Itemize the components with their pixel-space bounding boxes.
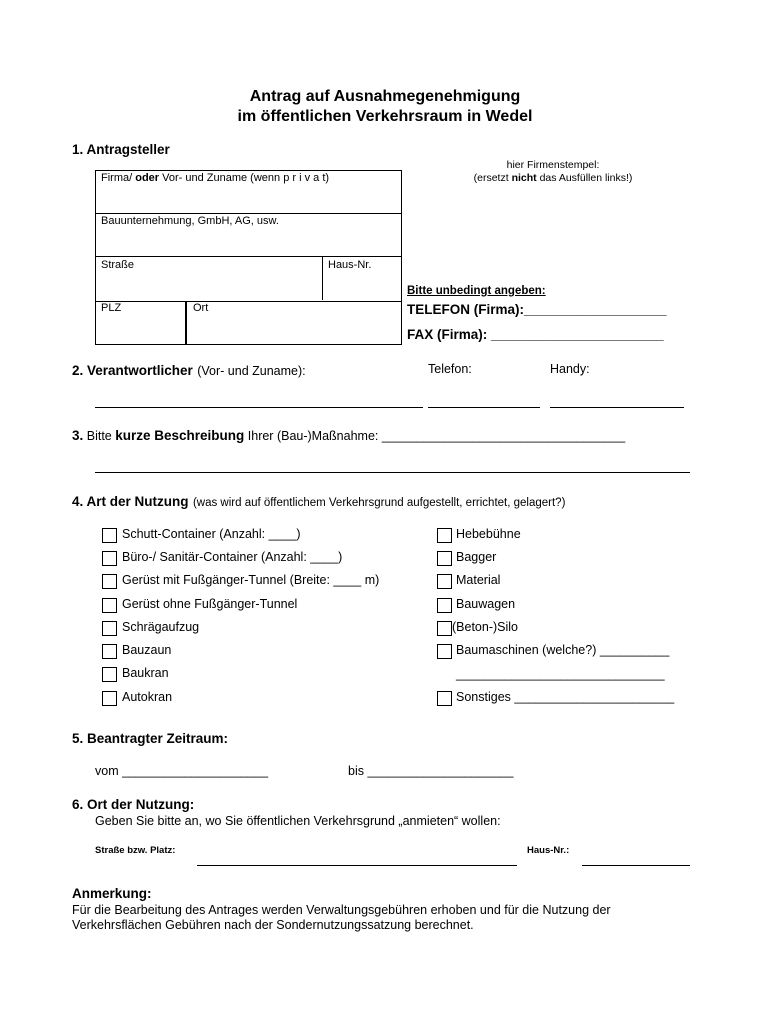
checkbox-geruest-mit-tunnel[interactable]	[102, 574, 117, 589]
section4-heading: 4. Art der Nutzung (was wird auf öffentlichem Verkehrsgrund aufgestellt, errichtet, gelagert?)	[72, 494, 566, 509]
label-schutt-container: Schutt-Container (Anzahl: ____)	[122, 527, 301, 541]
label-geruest-ohne-tunnel: Gerüst ohne Fußgänger-Tunnel	[122, 597, 298, 611]
checkbox-baukran[interactable]	[102, 667, 117, 682]
label-bauzaun: Bauzaun	[122, 643, 172, 657]
checkbox-beton-silo[interactable]	[437, 621, 452, 636]
ort-cell[interactable]	[185, 301, 402, 345]
beschreibung-line-2[interactable]	[95, 472, 690, 473]
section6-heading: 6. Ort der Nutzung:	[72, 797, 195, 812]
hausnr-field-label[interactable]: Haus-Nr.	[328, 259, 372, 271]
note-line1: Für die Bearbeitung des Antrages werden Verwaltungsgebühren erhoben und für die Nutzung der	[72, 903, 611, 917]
form-title-line2: im öffentlichen Verkehrsraum in Wedel	[237, 108, 533, 125]
verantwortlicher-handy-label: Handy:	[550, 362, 590, 376]
checkbox-bauzaun[interactable]	[102, 644, 117, 659]
label-hebebuehne: Hebebühne	[456, 527, 521, 541]
applicant-box	[95, 170, 402, 302]
ort-hausnr-label: Haus-Nr.:	[527, 845, 570, 856]
checkbox-bauwagen[interactable]	[437, 598, 452, 613]
bitte-unbedingt-angeben: Bitte unbedingt angeben:	[407, 285, 546, 297]
checkbox-geruest-ohne-tunnel[interactable]	[102, 598, 117, 613]
note-heading: Anmerkung:	[72, 886, 152, 901]
hausnr-divider	[322, 257, 323, 300]
checkbox-schraegaufzug[interactable]	[102, 621, 117, 636]
ort-strasse-label: Straße bzw. Platz:	[95, 845, 176, 856]
baumaschinen-extra-line[interactable]: ______________________________	[456, 667, 665, 681]
checkbox-baumaschinen[interactable]	[437, 644, 452, 659]
label-beton-silo: (Beton-)Silo	[452, 620, 518, 634]
label-sonstiges: Sonstiges _______________________	[456, 690, 675, 704]
label-schraegaufzug: Schrägaufzug	[122, 620, 200, 634]
checkbox-sonstiges[interactable]	[437, 691, 452, 706]
firma-field-label[interactable]: Firma/ oder Vor- und Zuname (wenn p r i v a t)	[101, 172, 330, 184]
verantwortlicher-telefon-line[interactable]	[428, 407, 540, 408]
bauunternehmung-field-label[interactable]: Bauunternehmung, GmbH, AG, usw.	[101, 215, 279, 227]
note-line2: Verkehrsflächen Gebühren nach der Sondernutzungssatzung berechnet.	[72, 918, 474, 932]
applicant-divider-1	[95, 213, 401, 214]
ort-strasse-line[interactable]	[197, 865, 517, 866]
checkbox-hebebuehne[interactable]	[437, 528, 452, 543]
label-buero-container: Büro-/ Sanitär-Container (Anzahl: ____)	[122, 550, 343, 564]
form-title-line1: Antrag auf Ausnahmegenehmigung	[249, 88, 521, 105]
section2-heading: 2. Verantwortlicher (Vor- und Zuname):	[72, 363, 306, 378]
label-baukran: Baukran	[122, 666, 169, 680]
verantwortlicher-name-line[interactable]	[95, 407, 423, 408]
label-geruest-mit-tunnel: Gerüst mit Fußgänger-Tunnel (Breite: ____ m)	[122, 573, 380, 587]
zeitraum-bis-field[interactable]: bis _____________________	[348, 764, 514, 778]
label-baumaschinen: Baumaschinen (welche?) __________	[456, 643, 670, 657]
fax-firma-field[interactable]: FAX (Firma): _______________________	[407, 327, 664, 342]
checkbox-schutt-container[interactable]	[102, 528, 117, 543]
zeitraum-vom-field[interactable]: vom _____________________	[95, 764, 269, 778]
strasse-field-label[interactable]: Straße	[101, 259, 135, 271]
checkbox-bagger[interactable]	[437, 551, 452, 566]
section1-heading: 1. Antragsteller	[72, 142, 170, 157]
telefon-firma-field[interactable]: TELEFON (Firma):___________________	[407, 302, 667, 317]
checkbox-autokran[interactable]	[102, 691, 117, 706]
applicant-divider-2	[95, 256, 401, 257]
ort-field-label: Ort	[193, 302, 209, 314]
label-bauwagen: Bauwagen	[456, 597, 516, 611]
stamp-hint-line2: (ersetzt nicht das Ausfüllen links!)	[473, 172, 633, 184]
verantwortlicher-telefon-label: Telefon:	[428, 362, 472, 376]
label-autokran: Autokran	[122, 690, 173, 704]
checkbox-material[interactable]	[437, 574, 452, 589]
stamp-hint-line1: hier Firmenstempel:	[506, 159, 600, 171]
section5-heading: 5. Beantragter Zeitraum:	[72, 731, 229, 746]
ort-hausnr-line[interactable]	[582, 865, 690, 866]
plz-field-label: PLZ	[101, 302, 122, 314]
section3-heading: 3. Bitte kurze Beschreibung Ihrer (Bau-)Maßnahme: ___________________________________	[72, 428, 626, 443]
checkbox-buero-container[interactable]	[102, 551, 117, 566]
label-material: Material	[456, 573, 501, 587]
section6-instruction: Geben Sie bitte an, wo Sie öffentlichen Verkehrsgrund „anmieten“ wollen:	[95, 814, 501, 828]
label-bagger: Bagger	[456, 550, 497, 564]
verantwortlicher-handy-line[interactable]	[550, 407, 684, 408]
